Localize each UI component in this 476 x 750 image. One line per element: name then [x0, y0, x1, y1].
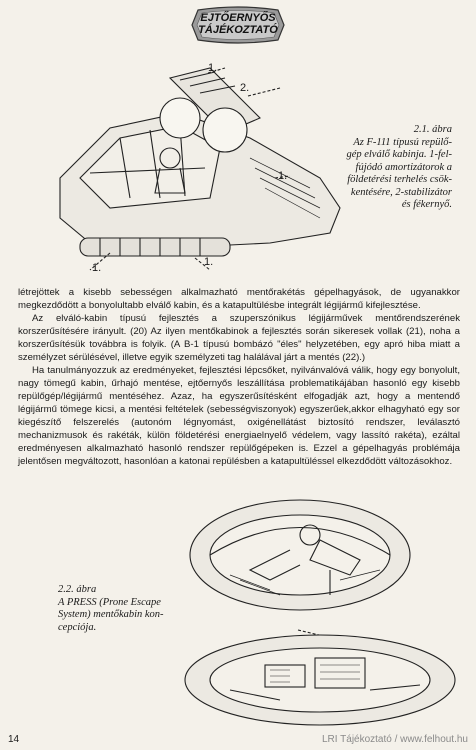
- body-paragraph-2: Az elváló-kabin típusú fejlesztés a szuperszónikus légijárművek mentőrendszerének korszerűsítésére irányult. (20) Az ilyen mentőkabinok a fejlesztés során sikeresek vollak (21), noha a korszerűsítésük továbbra is folyik. (A B-1 típusú bombázó "éles" helyzetében, egy apró hiba miatt a személyzet sérülésével, illetve egyik személyzeti tag halálával járt a mentés (22).): [18, 313, 460, 363]
- callout-1a: 1.: [208, 62, 218, 74]
- callout-1c: 1.: [92, 262, 102, 274]
- figure-1-illustration: [20, 58, 360, 276]
- figure-2-caption-title: 2.2. ábra: [58, 584, 97, 595]
- header-badge: [188, 6, 288, 44]
- figure-1-caption-line: Az F-111 típusú repülő-: [353, 136, 452, 148]
- body-paragraph-1: létrejöttek a kisebb sebességen alkalmazható mentőrakétás gépelhagyások, de ugyanakkor megkezdődött a bonyolultabb elválő kabin, és a katapultülésbe integrált légijármű kifejlesztése.: [18, 287, 460, 311]
- f111-capsule-drawing: [20, 58, 360, 276]
- callout-1b: 1.: [278, 170, 288, 182]
- header-title-line1: EJTŐERNYŐS: [200, 12, 276, 24]
- footer-credit: LRI Tájékoztató / www.felhout.hu: [321, 734, 468, 745]
- body-paragraph-3: Ha tanulmányozzuk az eredményeket, fejlesztési lépcsőket, nyilvánvalóvá válik, hogy egy bonyolult, nagy tömegű kabin, űrhajó mentése, ejtőernyős leszállítása problematikájában hasonló egy kisebb repülőgép/légijármű mentéséhez. Azaz, ha egyszerűsítésként elfogadják azt, hogy a mentendő légijármű tömege kicsi, a mentési feltételek (sebességviszonyok) egyszerűek,akkor elhagyható egy sor kiegészítő felszerelés (autonóm légnyomást, oxigénellátást biztosító rendszer, leválasztó mechanizmusok és rakéták, külön földetérési energiaelnyelő védelem, vagy lassító rakéta), ezáltal eredményesen alkalmazható hasonló rendszer repülőgépeken is. Ezzel a gépelhagyás problémája jelentősen megváltozott, hasonlóan a katonai repülésben a katapultüléssel elkezdődött változásokhoz.: [18, 365, 460, 467]
- figure-2-illustration: [170, 480, 470, 732]
- figure-2-caption-line: A PRESS (Prone Escape: [58, 596, 161, 608]
- figure-1-caption-line: kentésére, 2-stabilizátor: [350, 186, 452, 198]
- figure-2-caption-line: System) mentőkabin kon-: [58, 609, 164, 620]
- figure-2-caption-line: cepciója.: [58, 621, 97, 633]
- page-number: 14: [8, 734, 20, 745]
- callout-2: 2.: [240, 82, 250, 94]
- figure-1-caption-line: földetérési terhelés csök-: [347, 174, 452, 185]
- header-title: [188, 12, 288, 36]
- figure-1-caption-title: 2.1. ábra: [413, 124, 452, 135]
- figure-2-caption: [58, 584, 178, 634]
- figure-1-caption-line: fújódó amortizátorok a: [355, 161, 452, 173]
- body-text: [18, 286, 460, 468]
- figure-1-caption-line: gép elválő kabinja. 1-fel-: [346, 149, 452, 160]
- figure-1-caption: [334, 124, 452, 212]
- figure-1-caption-line: és fékernyő.: [401, 199, 452, 210]
- press-capsule-drawing: [170, 480, 470, 732]
- callout-1d: 1.: [204, 256, 214, 268]
- header-title-line2: TÁJÉKOZTATÓ: [198, 24, 278, 36]
